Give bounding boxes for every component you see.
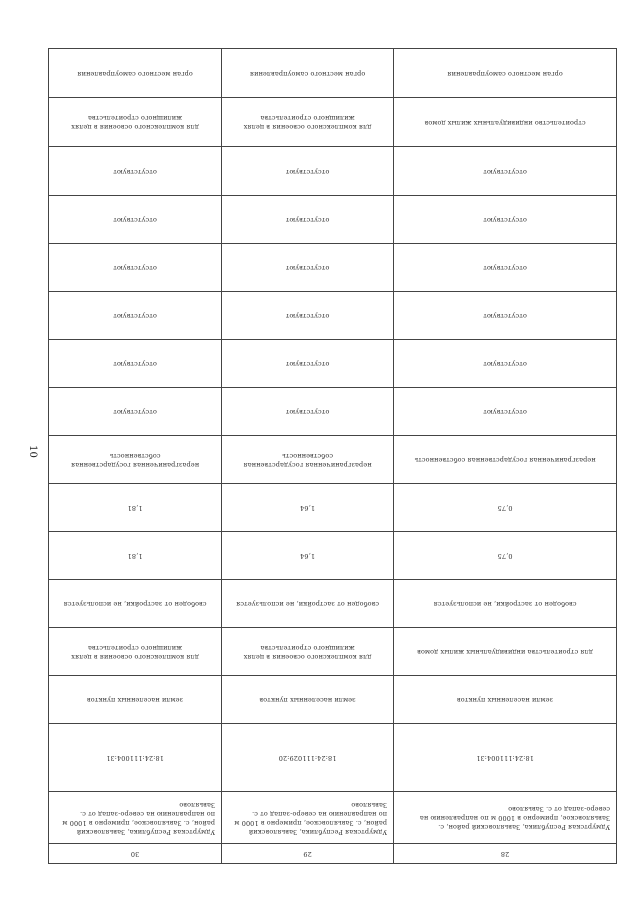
table-cell: неразграниченная государственная собственность (222, 436, 394, 484)
table-cell: орган местного самоуправления (222, 49, 394, 98)
table-cell: неразграниченная государственная собственность (394, 436, 617, 484)
table-row (49, 676, 617, 724)
table-cell: 0,75 (394, 532, 617, 580)
table-cell: Удмуртская Республика, Завьяловский район, с. Завьяловское, примерно в 1000 м по направлению на северо-запад от с. Завьялово (222, 792, 394, 844)
table-cell: 29 (222, 844, 394, 864)
table-row (49, 49, 617, 98)
table-cell: свободен от застройки, не используется (49, 580, 222, 628)
table-row (49, 340, 617, 388)
table-cell: 28 (394, 844, 617, 864)
land-plots-table (48, 48, 617, 864)
table-row (49, 628, 617, 676)
table-cell: отсутствуют (222, 244, 394, 292)
page-number: 10 (26, 445, 38, 458)
table-cell: 0,75 (394, 484, 617, 532)
table-cell: для комплексного освоения в целях жилищного строительства (49, 98, 222, 147)
table-cell: отсутствуют (394, 292, 617, 340)
table-cell: для комплексного освоения в целях жилищного строительства (49, 628, 222, 676)
table-row (49, 844, 617, 864)
table-cell: для комплексного освоения в целях жилищного строительства (222, 98, 394, 147)
table-cell: 18:24:111004:31 (49, 724, 222, 792)
table-cell: отсутствуют (222, 388, 394, 436)
table-cell: для строительства индивидуальных жилых домов (394, 628, 617, 676)
table-row (49, 724, 617, 792)
table-cell: Удмуртская Республика, Завьяловский район, с. Завьяловское, примерно в 1000 м по направлению на северо-запад от с. Завьялово (49, 792, 222, 844)
table-cell: земли населенных пунктов (222, 676, 394, 724)
table-cell: отсутствуют (49, 196, 222, 244)
table-cell: отсутствуют (49, 388, 222, 436)
table-cell: строительство индивидуальных жилых домов (394, 98, 617, 147)
table-row (49, 244, 617, 292)
table-row (49, 532, 617, 580)
table-cell: земли населенных пунктов (394, 676, 617, 724)
table-cell: 1,81 (49, 532, 222, 580)
table-cell: Удмуртская Республика, Завьяловский район, с. Завьяловское, примерно в 1000 м по направлению на северо-запад от с. Завьялово (394, 792, 617, 844)
table-cell: 18:24:111004:31 (394, 724, 617, 792)
table-cell: свободен от застройки, не используется (222, 580, 394, 628)
table-cell: отсутствуют (49, 340, 222, 388)
table-cell: отсутствуют (394, 388, 617, 436)
table-cell: отсутствуют (49, 292, 222, 340)
table-cell: отсутствуют (222, 340, 394, 388)
table-cell: орган местного самоуправления (49, 49, 222, 98)
table-cell: отсутствуют (49, 147, 222, 196)
table-row (49, 792, 617, 844)
table-row (49, 388, 617, 436)
table-cell: неразграниченная государственная собственность (49, 436, 222, 484)
table-cell: отсутствуют (222, 292, 394, 340)
table-cell: земли населенных пунктов (49, 676, 222, 724)
table-cell: 18:24:111029:20 (222, 724, 394, 792)
table-cell: свободен от застройки, не используется (394, 580, 617, 628)
table-cell: 1,81 (49, 484, 222, 532)
table-cell: отсутствуют (394, 147, 617, 196)
table-cell: отсутствуют (394, 340, 617, 388)
table-cell: отсутствуют (394, 196, 617, 244)
table-cell: отсутствуют (394, 244, 617, 292)
table-cell: 1,64 (222, 532, 394, 580)
table-cell: 30 (49, 844, 222, 864)
table-cell: отсутствуют (49, 244, 222, 292)
table-row (49, 196, 617, 244)
table-cell: отсутствуют (222, 147, 394, 196)
table-row (49, 147, 617, 196)
table-row (49, 292, 617, 340)
table-cell: для комплексного освоения в целях жилищного строительства (222, 628, 394, 676)
table-row (49, 98, 617, 147)
table-cell: 1,64 (222, 484, 394, 532)
table-row (49, 580, 617, 628)
table-row (49, 484, 617, 532)
table-cell: орган местного самоуправления (394, 49, 617, 98)
table-cell: отсутствуют (222, 196, 394, 244)
table-row (49, 436, 617, 484)
